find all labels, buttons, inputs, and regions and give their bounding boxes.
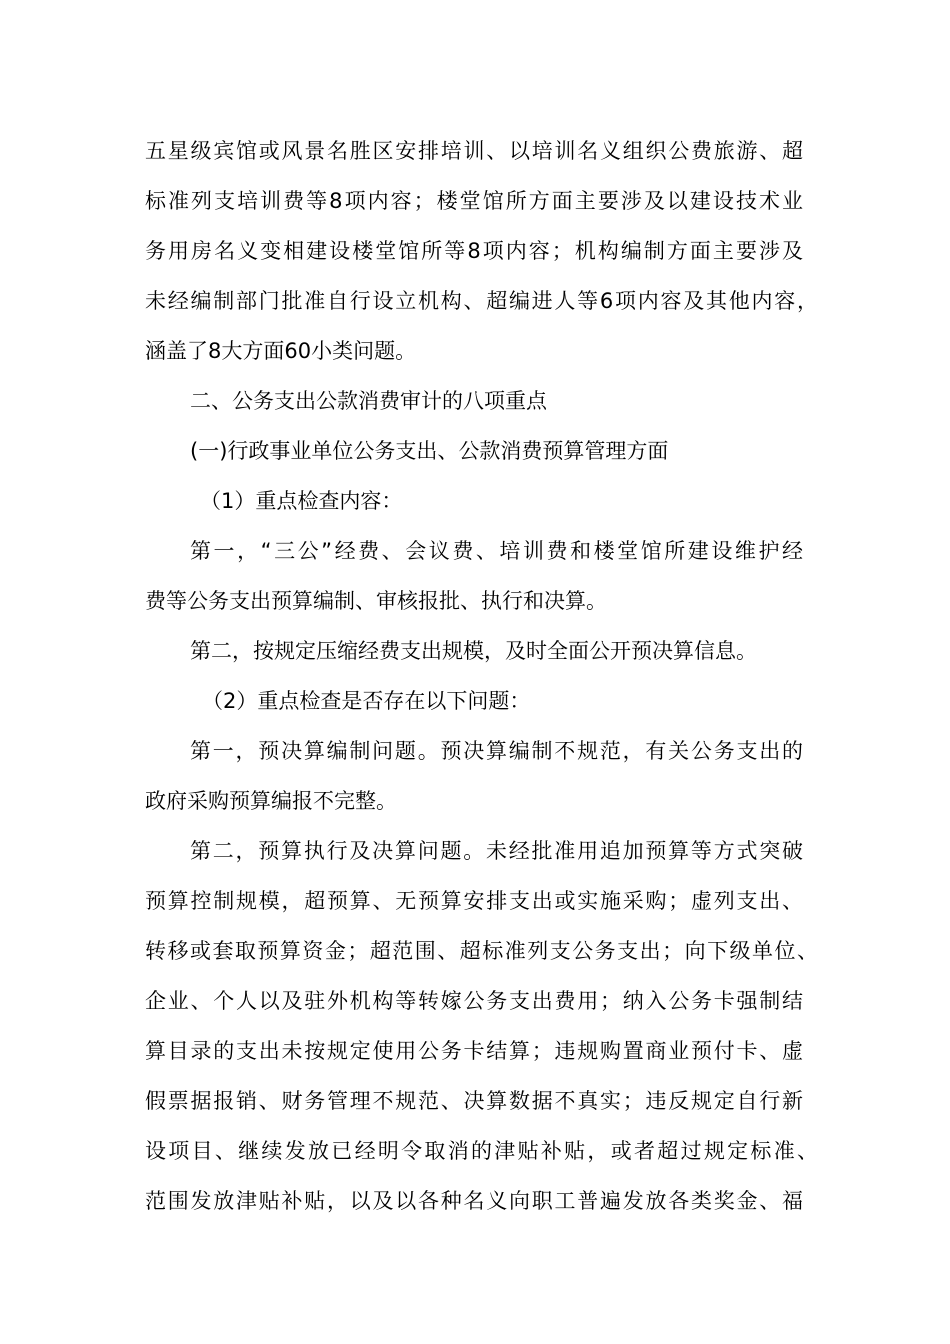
line-text: 政府采购预算编报不完整。 [145,789,397,813]
line-text: 二、公务支出公款消费审计的八项重点 [190,389,547,413]
line-text: 企业、个人以及驻外机构等转嫁公务支出费用；纳入公务卡强制结 [145,989,803,1013]
line-text: 务用房名义变相建设楼堂馆所等8项内容；机构编制方面主要涉及 [145,239,803,263]
line-text: （1）重点检查内容： [200,489,403,513]
item-heading [0,485,950,517]
line-text: 标准列支培训费等8项内容；楼堂馆所方面主要涉及以建设技术业 [145,189,803,213]
text-line [0,785,950,817]
item-heading [0,685,950,717]
line-text: 假票据报销、财务管理不规范、决算数据不真实；违反规定自行新 [145,1089,803,1113]
text-line [0,335,950,367]
text-line [0,1035,950,1067]
line-text: 第二，按规定压缩经费支出规模，及时全面公开预决算信息。 [190,639,757,663]
text-line [0,135,950,167]
section-heading [0,385,950,417]
text-line [0,885,950,917]
line-text: 费等公务支出预算编制、审核报批、执行和决算。 [145,589,607,613]
line-text: 五星级宾馆或风景名胜区安排培训、以培训名义组织公费旅游、超 [145,139,803,163]
line-text: 设项目、继续发放已经明令取消的津贴补贴，或者超过规定标准、 [145,1139,818,1163]
line-text: 第二，预算执行及决算问题。未经批准用追加预算等方式突破 [190,839,803,863]
text-line [0,185,950,217]
text-line [0,985,950,1017]
text-line [0,585,950,617]
line-text: 转移或套取预算资金；超范围、超标准列支公务支出；向下级单位、 [145,939,818,963]
text-line [0,1185,950,1217]
text-line [0,735,950,767]
text-line [0,1135,950,1167]
text-line [0,635,950,667]
line-text: 第一，“三公”经费、会议费、培训费和楼堂馆所建设维护经 [190,539,803,563]
text-line [0,535,950,567]
text-line [0,235,950,267]
line-text: 涵盖了8大方面60小类问题。 [145,339,417,363]
line-text: 范围发放津贴补贴，以及以各种名义向职工普遍发放各类奖金、福 [145,1189,803,1213]
line-text: （2）重点检查是否存在以下问题： [202,689,531,713]
text-line [0,285,950,317]
line-text: 预算控制规模，超预算、无预算安排支出或实施采购；虚列支出、 [145,889,803,913]
text-line [0,1085,950,1117]
text-line [0,935,950,967]
text-line [0,835,950,867]
line-text: 第一，预决算编制问题。预决算编制不规范，有关公务支出的 [190,739,803,763]
line-text: (一)行政事业单位公务支出、公款消费预算管理方面 [190,439,669,463]
subsection-heading [0,435,950,467]
line-text: 算目录的支出未按规定使用公务卡结算；违规购置商业预付卡、虚 [145,1039,803,1063]
line-text: 未经编制部门批准自行设立机构、超编进人等6项内容及其他内容， [145,289,818,313]
